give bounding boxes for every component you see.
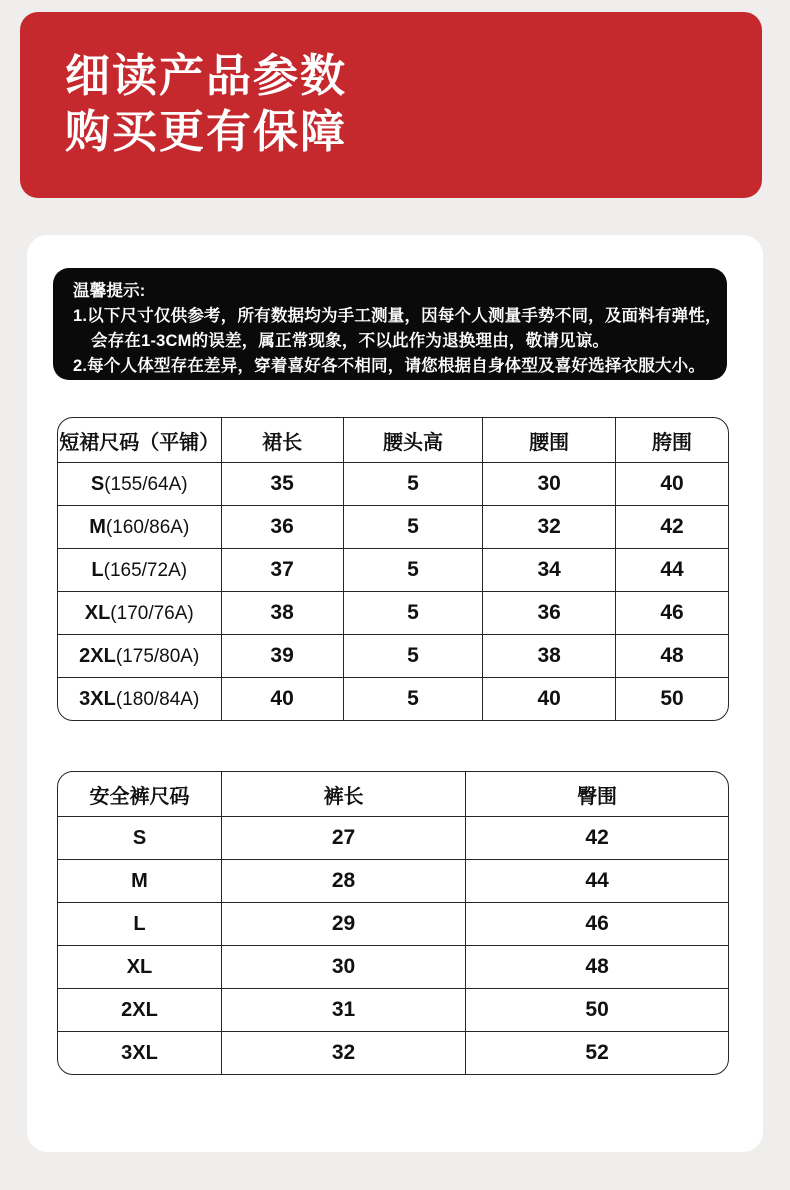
value-cell: 29 [221,902,465,945]
size-label: 2XL [121,999,158,1021]
value-cell: 5 [343,548,483,591]
size-cell [58,462,221,505]
value-cell: 35 [221,462,343,505]
table-row [58,591,728,634]
size-spec: (165/72A) [103,560,188,581]
tips-box [53,268,727,380]
safety-pants-size-table-wrapper [57,771,729,1075]
size-spec: (175/80A) [115,646,200,667]
table-row [58,859,728,902]
table-row [58,988,728,1031]
size-label: 3XL [79,688,116,710]
table-row [58,945,728,988]
size-spec: (180/84A) [115,689,200,710]
value-cell: 36 [221,505,343,548]
column-header: 臀围 [465,772,728,816]
value-cell: 40 [221,677,343,720]
value-cell: 50 [615,677,728,720]
value-cell: 50 [465,988,728,1031]
size-label: L [91,559,104,581]
value-cell: 52 [465,1031,728,1074]
size-cell [58,677,221,720]
value-cell: 32 [482,505,615,548]
value-cell: 28 [221,859,465,902]
size-spec: (160/86A) [105,517,190,538]
table-row [58,505,728,548]
tips-lines [73,304,722,379]
value-cell: 5 [343,677,483,720]
size-cell [58,816,221,859]
column-header: 腰头高 [343,418,483,462]
value-cell: 46 [615,591,728,634]
value-cell: 34 [482,548,615,591]
size-cell [58,1031,221,1074]
size-label: M [131,870,148,892]
value-cell: 30 [482,462,615,505]
size-label: 2XL [79,645,116,667]
value-cell: 42 [615,505,728,548]
value-cell: 38 [482,634,615,677]
size-label: L [133,913,146,935]
size-cell [58,945,221,988]
table-row [58,816,728,859]
tips-title: 温馨提示: [73,282,146,300]
tips-line: 2.每个人体型存在差异，穿着喜好各不相同，请您根据自身体型及喜好选择衣服大小。 [73,357,706,375]
size-label: XL [126,956,153,978]
size-cell [58,988,221,1031]
size-cell [58,505,221,548]
value-cell: 42 [465,816,728,859]
table-row [58,548,728,591]
size-cell [58,902,221,945]
column-header: 裤长 [221,772,465,816]
value-cell: 40 [482,677,615,720]
column-header: 安全裤尺码 [89,785,190,808]
value-cell: 5 [343,634,483,677]
column-header: 胯围 [615,418,728,462]
value-cell: 39 [221,634,343,677]
value-cell: 32 [221,1031,465,1074]
size-cell [58,591,221,634]
content-panel [27,235,763,1152]
size-cell [58,859,221,902]
safety-pants-size-table [58,772,728,1074]
size-spec: (170/76A) [110,603,194,624]
banner-title-line2: 购买更有保障 [65,106,348,157]
value-cell: 38 [221,591,343,634]
value-cell: 44 [465,859,728,902]
value-cell: 30 [221,945,465,988]
value-cell: 27 [221,816,465,859]
size-label: S [132,827,147,849]
size-spec: (155/64A) [104,474,188,495]
tips-line: 1.以下尺寸仅供参考，所有数据均为手工测量，因每个人测量手势不同，及面料有弹性， [73,307,722,325]
column-header: 裙长 [221,418,343,462]
value-cell: 44 [615,548,728,591]
value-cell: 36 [482,591,615,634]
table-row [58,1031,728,1074]
size-label: XL [84,602,111,624]
table-header-row [58,772,728,816]
size-label: 3XL [121,1042,158,1064]
size-label: S [90,473,105,495]
column-header: 腰围 [482,418,615,462]
column-header: 短裙尺码（平铺） [59,431,220,454]
value-cell: 40 [615,462,728,505]
skirt-size-table [58,418,728,720]
table-row [58,677,728,720]
skirt-size-table-wrapper [57,417,729,721]
value-cell: 46 [465,902,728,945]
banner-title-line1: 细读产品参数 [65,50,348,101]
value-cell: 31 [221,988,465,1031]
value-cell: 5 [343,505,483,548]
value-cell: 48 [465,945,728,988]
size-cell [58,634,221,677]
promo-banner [20,12,762,198]
table-row [58,634,728,677]
size-cell [58,548,221,591]
table-row [58,462,728,505]
table-row [58,902,728,945]
value-cell: 5 [343,462,483,505]
size-label: M [89,516,106,538]
value-cell: 37 [221,548,343,591]
tips-line: 会存在1-3CM的误差，属正常现象，不以此作为退换理由，敬请见谅。 [91,332,610,350]
value-cell: 48 [615,634,728,677]
table-header-row [58,418,728,462]
value-cell: 5 [343,591,483,634]
